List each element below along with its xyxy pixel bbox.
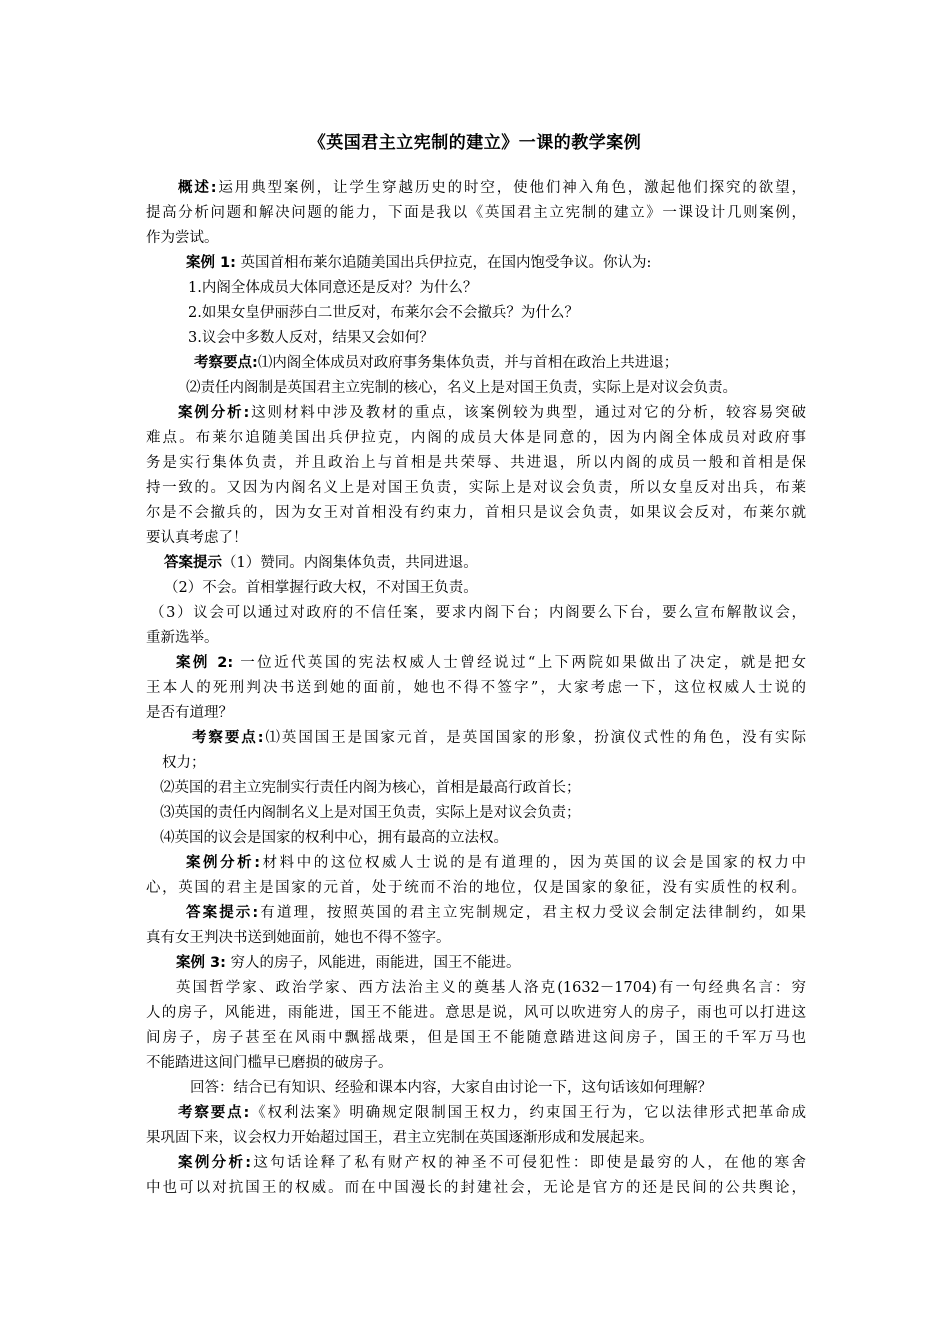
case1-answer: 答案提示（1）赞同。内阁集体负责，共同进退。 bbox=[164, 555, 478, 571]
case1-points-label: 考察要点: bbox=[194, 355, 258, 371]
case2-points-label: 考察要点: bbox=[192, 730, 264, 746]
case3-body-line: 间房子，房子甚至在风雨中飘摇战栗，但是国王不能随意踏进这间房子，国王的千军万马也 bbox=[146, 1030, 806, 1046]
case2-analysis-line: 案例分析:材料中的这位权威人士说的是有道理的，因为英国的议会是国家的权力中 bbox=[186, 855, 806, 871]
case2-point: ⑶英国的责任内阁制名义上是对国王负责，实际上是对议会负责； bbox=[160, 805, 581, 821]
case1-analysis-line: 务是实行集体负责，并且政治上与首相是共荣辱、共进退，所以内阁的成员一般和首相是保 bbox=[146, 455, 806, 471]
case1-analysis-label: 案例分析: bbox=[178, 405, 250, 421]
case1-analysis-line: 案例分析:这则材料中涉及教材的重点，该案例较为典型，通过对它的分析，较容易突破 bbox=[178, 405, 806, 421]
case2-answer-label: 答案提示: bbox=[186, 905, 259, 921]
case3-quote: 案例 3: 穷人的房子，风能进，雨能进，国王不能进。 bbox=[176, 955, 521, 971]
page-title: 《英国君主立宪制的建立》一课的教学案例 bbox=[308, 133, 642, 153]
overview-line: 提高分析问题和解决问题的能力，下面是我以《英国君主立宪制的建立》一课设计几则案例， bbox=[146, 205, 806, 221]
case2-intro-line: 王本人的死刑判决书送到她的面前，她也不得不签字”，大家考虑一下，这位权威人士说的 bbox=[146, 680, 806, 696]
case3-points-label: 考察要点: bbox=[178, 1105, 250, 1121]
case2-point: ⑷英国的议会是国家的权利中心，拥有最高的立法权。 bbox=[160, 830, 508, 846]
case1-analysis-line: 要认真考虑了！ bbox=[146, 530, 248, 546]
case3-body-line: 英国哲学家、政治学家、西方法治主义的奠基人洛克(1632－1704)有一句经典名言：穷 bbox=[176, 980, 806, 996]
case1-question: 3.议会中多数人反对，结果又会如何？ bbox=[188, 330, 434, 346]
overview-label: 概述: bbox=[178, 180, 217, 196]
case3-question: 回答：结合已有知识、经验和课本内容，大家自由讨论一下，这句话该如何理解？ bbox=[190, 1080, 712, 1096]
case1-answer-label: 答案提示 bbox=[164, 555, 222, 571]
case3-analysis-line: 案例分析:这句话诠释了私有财产权的神圣不可侵犯性：即使是最穷的人，在他的寒舍 bbox=[178, 1155, 806, 1171]
case3-analysis-line: 中也可以对抗国王的权威。而在中国漫长的封建社会，无论是官方的还是民间的公共舆论， bbox=[146, 1180, 806, 1196]
case1-label: 案例 1: bbox=[186, 255, 236, 271]
case2-analysis-label: 案例分析: bbox=[186, 855, 261, 871]
case2-intro-line: 案例 2: 一位近代英国的宪法权威人士曾经说过“上下两院如果做出了决定，就是把女 bbox=[176, 655, 806, 671]
case3-analysis-label: 案例分析: bbox=[178, 1155, 252, 1171]
case1-answer: （2）不会。首相掌握行政大权，不对国王负责。 bbox=[164, 580, 478, 596]
case3-body-line: 不能踏进这间门槛早已磨损的破房子。 bbox=[146, 1055, 393, 1071]
case3-points-line: 考察要点:《权利法案》明确规定限制国王权力，约束国王行为，它以法律形式把革命成 bbox=[178, 1105, 806, 1121]
case3-label: 案例 3: bbox=[176, 955, 226, 971]
case1-answer: （3）议会可以通过对政府的不信任案，要求内阁下台；内阁要么下台，要么宣布解散议会， bbox=[150, 605, 806, 621]
case2-point: 权力； bbox=[162, 755, 206, 771]
case2-label: 案例 2: bbox=[176, 655, 234, 671]
case1-intro: 案例 1: 英国首相布莱尔追随美国出兵伊拉克，在国内饱受争议。你认为: bbox=[186, 255, 652, 271]
case3-body-line: 人的房子，风能进，雨能进，国王不能进。意思是说，风可以吹进穷人的房子，雨也可以打进这 bbox=[146, 1005, 806, 1021]
case1-point: 考察要点:⑴内阁全体成员对政府事务集体负责，并与首相在政治上共进退； bbox=[194, 355, 679, 371]
case3-points-line: 果巩固下来，议会权力开始超过国王，君主立宪制在英国逐渐形成和发展起来。 bbox=[146, 1130, 654, 1146]
case1-analysis-line: 持一致的。又因为内阁名义上是对国王负责，实际上是对议会负责，所以女皇反对出兵，布莱 bbox=[146, 480, 806, 496]
case1-question: 2.如果女皇伊丽莎白二世反对，布莱尔会不会撤兵？为什么？ bbox=[188, 305, 579, 321]
case2-point: 考察要点:⑴英国国王是国家元首，是英国国家的形象，扮演仪式性的角色，没有实际 bbox=[192, 730, 806, 746]
case2-analysis-line: 心，英国的君主是国家的元首，处于统而不治的地位，仅是国家的象征，没有实质性的权利。 bbox=[146, 880, 806, 896]
case1-analysis-line: 尔是不会撤兵的，因为女王对首相没有约束力，首相只是议会负责，如果议会反对，布莱尔就 bbox=[146, 505, 806, 521]
case1-point: ⑵责任内阁制是英国君主立宪制的核心，名义上是对国王负责，实际上是对议会负责。 bbox=[186, 380, 737, 396]
case1-question: 1.内阁全体成员大体同意还是反对？为什么？ bbox=[188, 280, 478, 296]
overview-line: 作为尝试。 bbox=[146, 230, 219, 246]
case2-intro-line: 是否有道理？ bbox=[146, 705, 233, 721]
overview-line: 概述:运用典型案例，让学生穿越历史的时空，使他们神入角色，激起他们探究的欲望， bbox=[178, 180, 806, 196]
case1-answer: 重新选举。 bbox=[146, 630, 219, 646]
case2-answer-line: 真有女王判决书送到她面前，她也不得不签字。 bbox=[146, 930, 451, 946]
case1-analysis-line: 难点。布莱尔追随美国出兵伊拉克，内阁的成员大体是同意的，因为内阁全体成员对政府事 bbox=[146, 430, 806, 446]
case2-point: ⑵英国的君主立宪制实行责任内阁为核心，首相是最高行政首长； bbox=[160, 780, 581, 796]
case2-answer-line: 答案提示:有道理，按照英国的君主立宪制规定，君主权力受议会制定法律制约，如果 bbox=[186, 905, 806, 921]
